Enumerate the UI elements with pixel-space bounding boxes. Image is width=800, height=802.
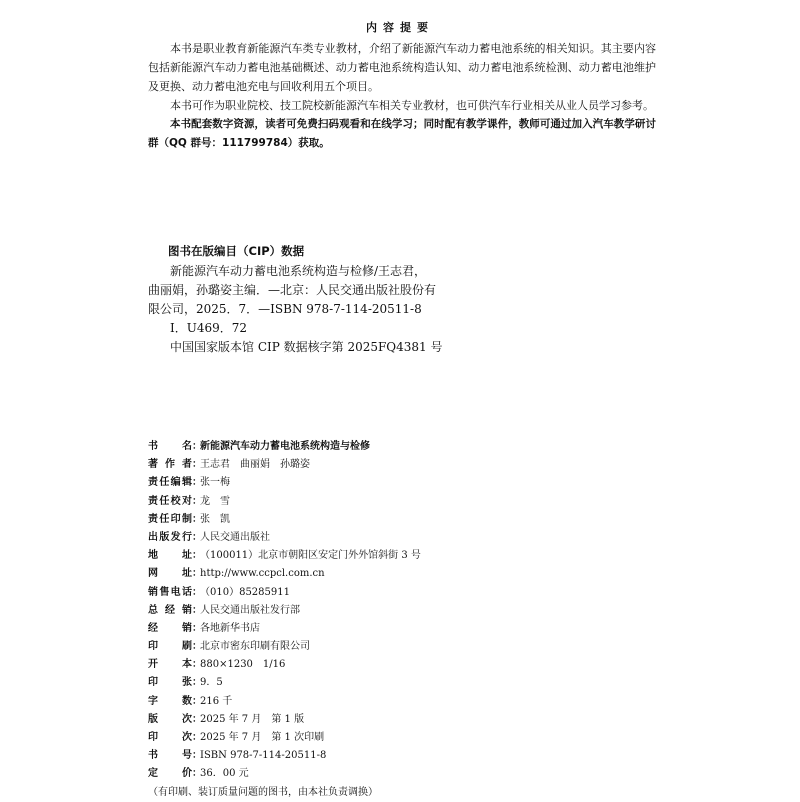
colophon-value: 216 千 [200,695,233,707]
colophon-label-char: 售 [159,586,170,598]
colophon-label-char: 址 [182,568,192,580]
colophon-label [148,565,192,583]
colophon-row [148,493,568,511]
colophon-label-char: 定 [148,768,158,780]
colophon-value: 北京市密东印刷有限公司 [200,641,310,653]
cip-line: 新能源汽车动力蓄电池系统构造与检修/王志君， [170,264,427,278]
colophon-label-char: 名 [182,441,192,452]
colophon-value: 人民交通出版社 [200,531,270,543]
colophon-row [148,620,568,638]
summary-digital-resources: 本书配套数字资源，读者可免费扫码观看和在线学习；同时配有教学课件，教师可通过加入汽车教学研讨群（QQ 群号：111799784）获取。 [148,118,656,149]
colophon-label-char: 经 [148,622,158,634]
colophon-row [148,747,568,765]
colophon-separator: ： [192,477,202,489]
colophon-separator: ： [192,641,202,653]
colophon-value: 龙 雪 [200,495,230,507]
colophon-label-char: 网 [148,568,158,580]
colophon-label [148,747,192,765]
colophon-label-char: 印 [148,677,158,689]
colophon-row [148,656,568,674]
colophon-label-char: 责 [148,495,158,507]
colophon-label-char: 者 [182,459,192,471]
colophon-label-char: 版 [148,713,158,725]
colophon-label-char: 责 [148,513,158,525]
colophon-row [148,674,568,692]
colophon-separator: ： [192,441,202,452]
colophon-label [148,729,192,747]
colophon-value: （100011）北京市朝阳区安定门外外馆斜街 3 号 [200,550,421,562]
colophon-label-char: 字 [148,695,158,707]
colophon-label [148,529,192,547]
colophon-row [148,474,568,492]
colophon-row [148,456,568,474]
colophon-label [148,656,192,674]
summary-paragraph: 本书是职业教育新能源汽车类专业教材，介绍了新能源汽车动力蓄电池系统的相关知识。其主要内容包括新能源汽车动力蓄电池基础概述、动力蓄电池系统构造认知、动力蓄电池系统检测、动力蓄电池维护及更换、动力蓄电池充电与回收利用五个项目。 [148,42,656,93]
colophon-label-char: 制 [181,513,192,525]
colophon-row [148,711,568,729]
colophon-label-char: 价 [182,768,192,780]
colophon-label-char: 开 [148,659,158,671]
colophon-value: 王志君 曲丽娟 孙璐姿 [200,459,310,471]
colophon-row [148,729,568,747]
colophon-label-char: 辑 [181,477,192,489]
colophon-separator: ： [192,659,202,671]
colophon-label [148,474,192,492]
colophon-row [148,584,568,602]
colophon-label-char: 本 [182,659,192,671]
colophon-label-char: 张 [182,677,192,689]
colophon-label-char: 责 [148,477,158,489]
colophon-label-char: 校 [170,495,181,507]
colophon-label-char: 刷 [182,641,192,653]
colophon-label-char: 数 [182,695,192,707]
colophon-label-char: 话 [181,586,192,598]
colophon-label [148,456,192,474]
colophon-separator: ： [192,604,202,616]
colophon-separator: ： [192,750,202,762]
colophon-label-char: 发 [170,531,181,543]
colophon-label-char: 号 [182,750,192,762]
colophon-label-char: 电 [170,586,181,598]
cip-line: Ⅰ．U469．72 [170,321,248,335]
colophon-label-char: 书 [148,750,158,762]
colophon-value: 人民交通出版社发行部 [200,604,300,616]
colophon-label-char: 销 [182,622,192,634]
colophon-label-char: 总 [148,604,158,616]
colophon-label-char: 出 [148,531,158,543]
colophon-row [148,511,568,529]
colophon-value: 2025 年 7 月 第 1 版 [200,713,305,725]
colophon-table [148,438,568,802]
colophon-label-char: 次 [182,713,192,725]
colophon-row [148,547,568,565]
colophon-separator: ： [192,550,202,562]
colophon-separator: ： [192,695,202,707]
colophon-row [148,565,568,583]
colophon-label [148,693,192,711]
colophon-label [148,602,192,620]
colophon-separator: ： [192,568,202,580]
colophon-label [148,711,192,729]
colophon-label-char: 书 [148,441,158,452]
colophon-value: （010）85285911 [200,586,290,598]
colophon-value: 9．5 [200,677,223,689]
colophon-value: http://www.ccpcl.com.cn [200,568,325,580]
colophon-value: 2025 年 7 月 第 1 次印刷 [200,732,325,743]
cip-title: 图书在版编目（CIP）数据 [168,244,305,258]
colophon-label-char: 对 [181,495,192,507]
colophon-row [148,693,568,711]
colophon-separator: ： [192,768,202,780]
colophon-label-char: 次 [182,732,192,743]
colophon-label [148,547,192,565]
colophon-value: 880×1230 1/16 [200,659,286,671]
colophon-separator: ： [192,513,202,525]
colophon-label [148,638,192,656]
colophon-separator: ： [192,531,202,543]
cip-record [148,262,443,357]
quality-note: （有印刷、装订质量问题的图书，由本社负责调换） [148,786,378,798]
colophon-label-char: 任 [159,495,170,507]
colophon-separator: ： [192,732,202,743]
colophon-label-char: 著 [148,459,158,471]
colophon-separator: ： [192,713,202,725]
colophon-separator: ： [192,677,202,689]
colophon-label-char: 经 [165,604,175,616]
colophon-label-char: 行 [181,531,192,543]
colophon-value: 张 凯 [200,513,230,525]
colophon-label-char: 销 [182,604,192,616]
colophon-label [148,511,192,529]
colophon-label [148,674,192,692]
colophon-row [148,638,568,656]
colophon-separator: ： [192,622,202,634]
colophon-row [148,438,568,456]
cip-line: 中国国家版本馆 CIP 数据核字第 2025FQ4381 号 [170,340,443,354]
cip-line: 限公司，2025．7．—ISBN 978-7-114-20511-8 [148,302,422,316]
colophon-label [148,584,192,602]
colophon-label-char: 编 [170,477,181,489]
summary-title: 内容提要 [366,21,434,34]
colophon-label-char: 印 [148,641,158,653]
colophon-row [148,765,568,783]
cip-line: 曲丽娟，孙璐姿主编．—北京：人民交通出版社股份有 [148,283,437,297]
colophon-value: 各地新华书店 [200,622,260,634]
colophon-label-char: 印 [148,732,158,743]
colophon-separator: ： [192,459,202,471]
colophon-row [148,602,568,620]
colophon-label-char: 印 [170,513,181,525]
colophon-separator: ： [192,495,202,507]
colophon-row [148,529,568,547]
colophon-label-char: 任 [159,513,170,525]
colophon-value: 36．00 元 [200,768,249,780]
colophon-value: 张一梅 [200,477,230,489]
colophon-label [148,493,192,511]
colophon-label-char: 版 [159,531,170,543]
colophon-label [148,438,192,456]
colophon-separator: ： [192,586,202,598]
colophon-label-char: 作 [165,459,175,471]
colophon-label-char: 地 [148,550,158,562]
colophon-value: 新能源汽车动力蓄电池系统构造与检修 [200,441,370,452]
colophon-label-char: 址 [182,550,192,562]
summary-body [148,39,656,153]
colophon-label [148,765,192,783]
summary-paragraph: 本书可作为职业院校、技工院校新能源汽车相关专业教材，也可供汽车行业相关从业人员学习参考。 [170,99,654,112]
colophon-label-char: 任 [159,477,170,489]
colophon-value: ISBN 978-7-114-20511-8 [200,750,327,762]
colophon-label [148,620,192,638]
colophon-label-char: 销 [148,586,158,598]
